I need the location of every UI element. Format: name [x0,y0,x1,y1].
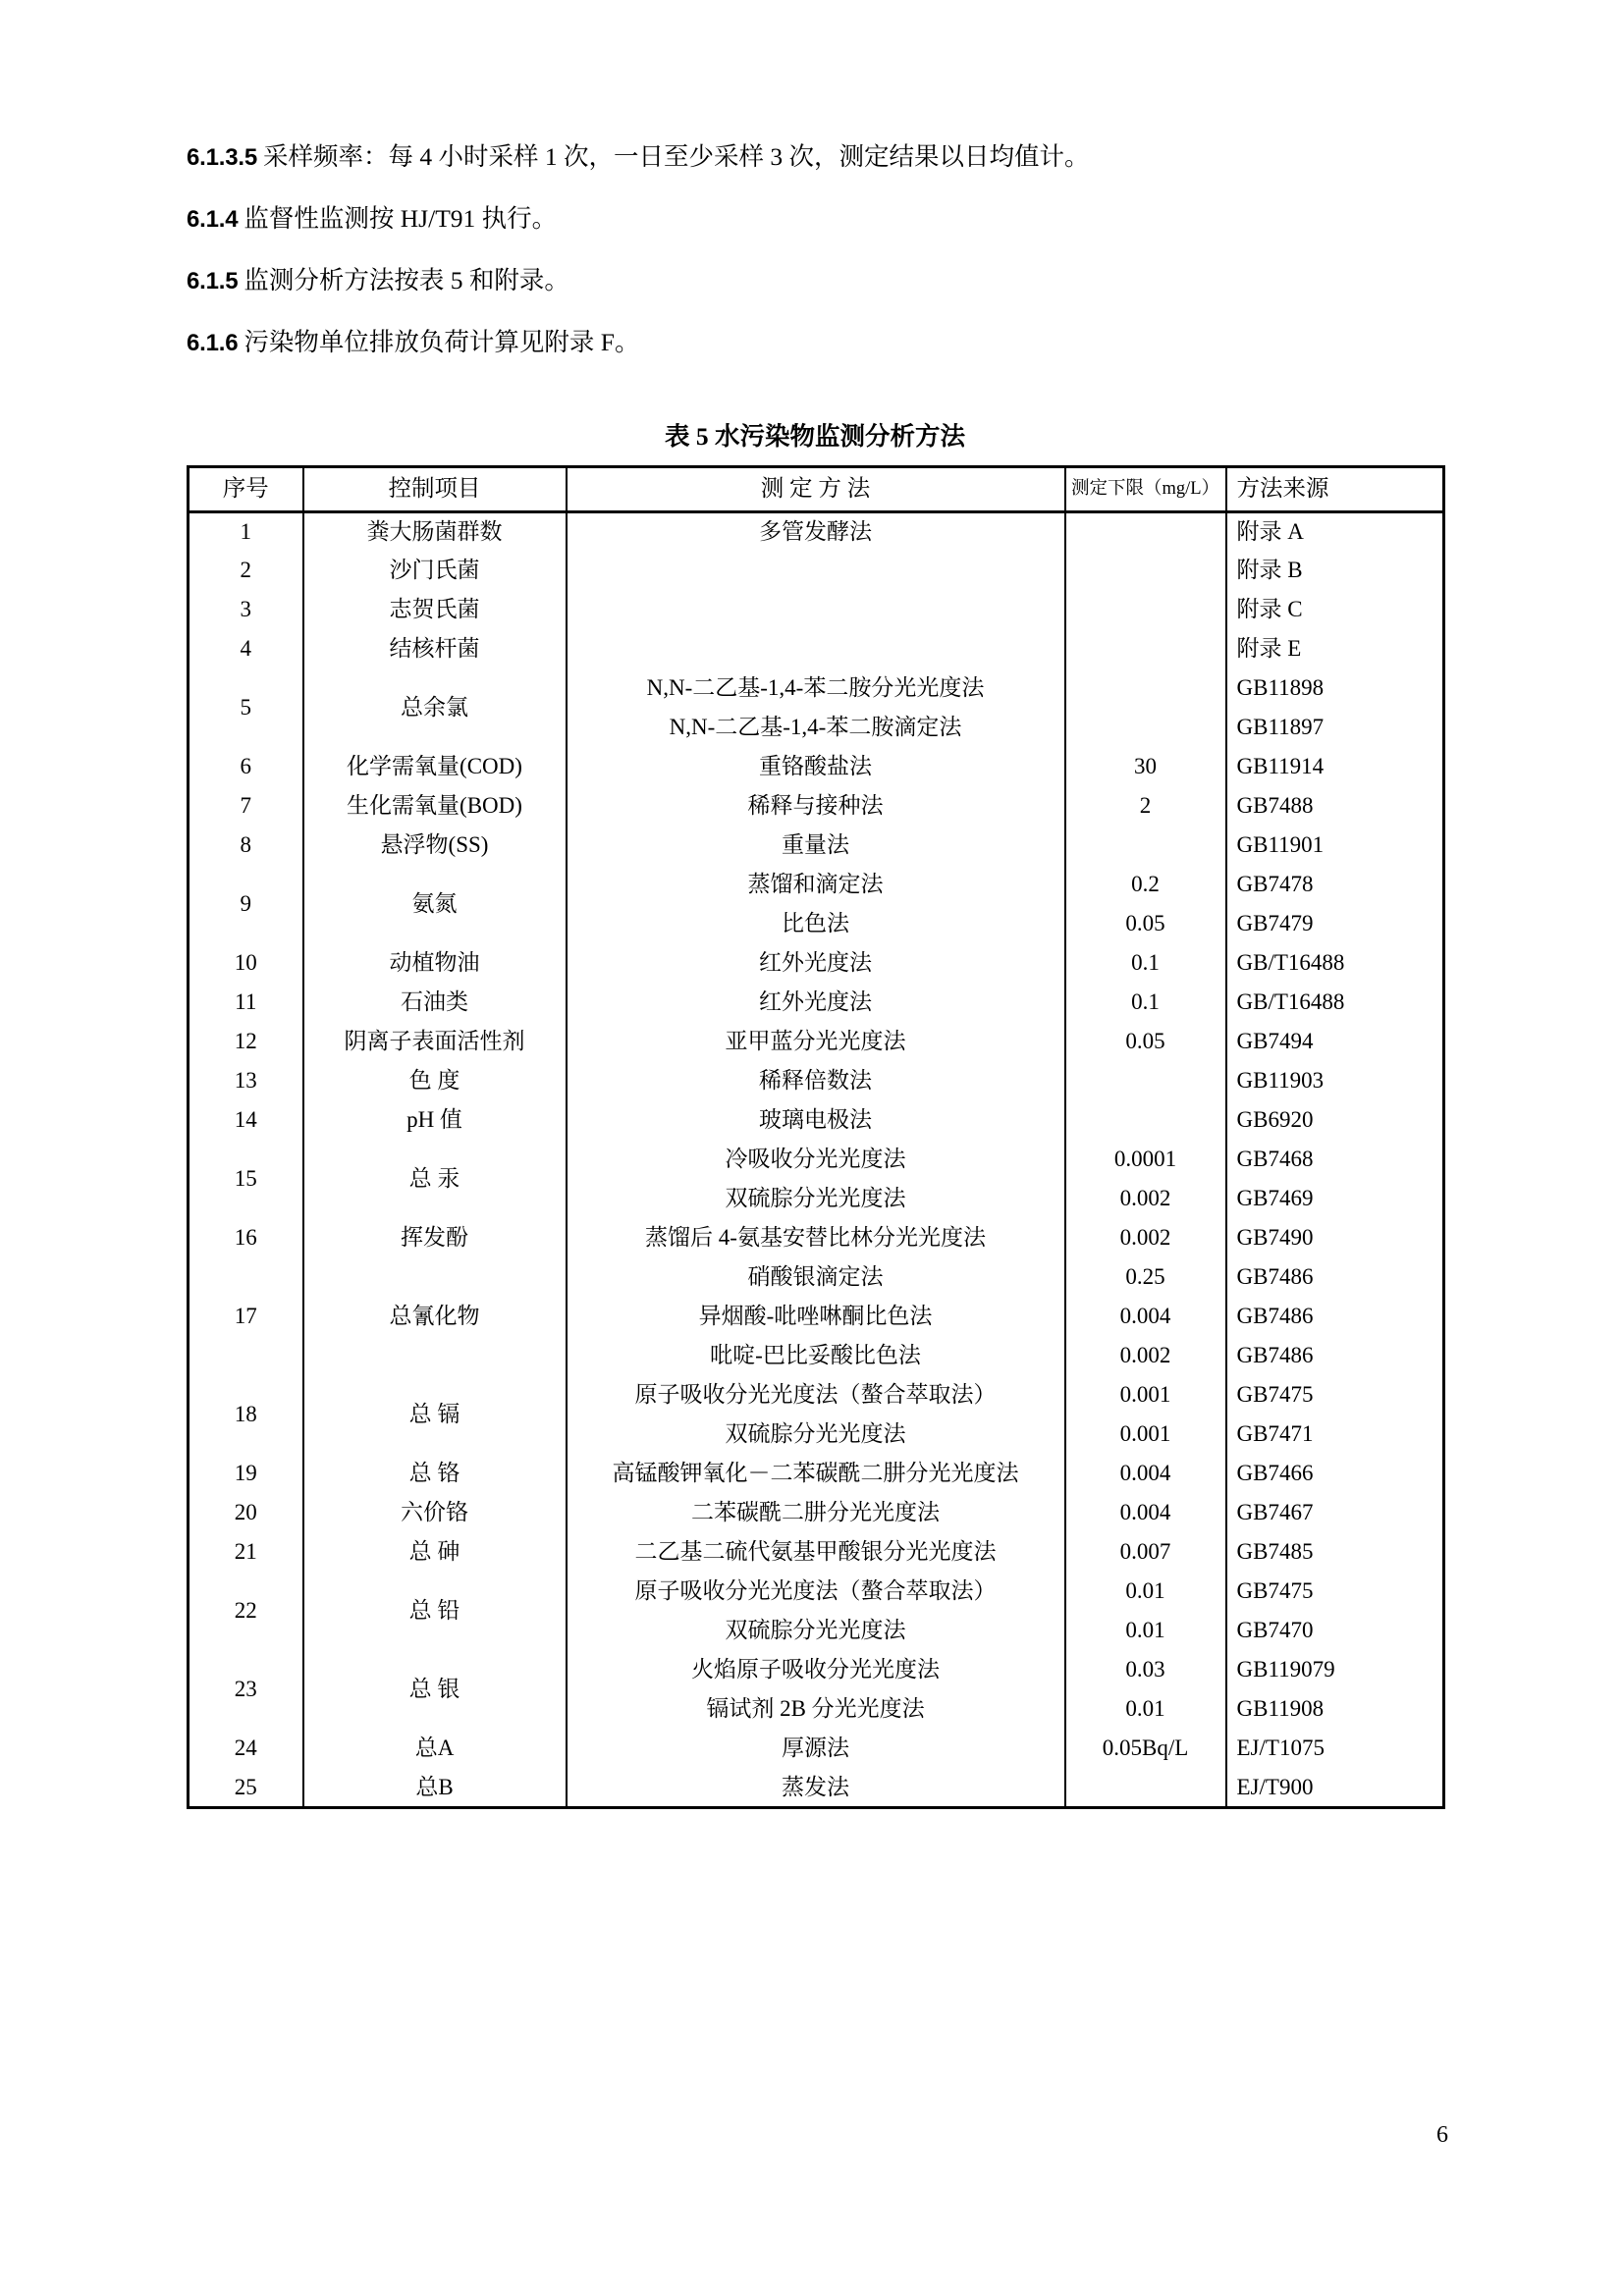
cell-index: 22 [189,1573,303,1651]
cell-method [567,591,1065,630]
cell-method-source: GB7485 [1226,1533,1444,1573]
table-row [189,827,1444,866]
cell-control-item: 总 银 [303,1651,567,1730]
cell-control-item: 总 砷 [303,1533,567,1573]
cell-control-item: 生化需氧量(BOD) [303,787,567,827]
cell-method-source: GB11897 [1226,709,1444,748]
cell-detection-limit: 2 [1065,787,1226,827]
clause-item [187,199,1443,235]
cell-control-item: 动植物油 [303,944,567,984]
cell-control-item: 志贺氏菌 [303,591,567,630]
cell-method: 异烟酸-吡唑啉酮比色法 [567,1298,1065,1337]
cell-method-source: GB7486 [1226,1298,1444,1337]
cell-index: 6 [189,748,303,787]
page-number: 6 [1436,2122,1448,2148]
cell-control-item: 色 度 [303,1062,567,1101]
cell-method: 稀释倍数法 [567,1062,1065,1101]
table-row [189,748,1444,787]
cell-detection-limit: 0.05 [1065,1023,1226,1062]
cell-method-source: GB/T16488 [1226,944,1444,984]
cell-method [567,552,1065,591]
cell-method: 镉试剂 2B 分光光度法 [567,1690,1065,1730]
cell-control-item: 粪大肠菌群数 [303,512,567,552]
table-row [189,1376,1444,1415]
cell-control-item: 总氰化物 [303,1258,567,1376]
cell-detection-limit [1065,827,1226,866]
cell-detection-limit: 0.1 [1065,944,1226,984]
cell-method-source: GB7470 [1226,1612,1444,1651]
cell-detection-limit [1065,1769,1226,1808]
column-header-source: 方法来源 [1226,467,1444,512]
cell-detection-limit: 0.03 [1065,1651,1226,1690]
clause-item [187,137,1443,173]
cell-detection-limit: 0.004 [1065,1298,1226,1337]
cell-detection-limit [1065,669,1226,709]
cell-detection-limit: 0.05 [1065,905,1226,944]
clause-list [187,137,1443,385]
cell-method: 稀释与接种法 [567,787,1065,827]
cell-method-source: GB7486 [1226,1337,1444,1376]
cell-method-source: GB119079 [1226,1651,1444,1690]
cell-detection-limit [1065,709,1226,748]
cell-method-source: 附录 A [1226,512,1444,552]
cell-detection-limit: 0.01 [1065,1612,1226,1651]
cell-detection-limit [1065,1062,1226,1101]
cell-index: 2 [189,552,303,591]
table-row [189,512,1444,552]
clause-number: 6.1.6 [187,330,239,356]
cell-detection-limit: 0.01 [1065,1690,1226,1730]
cell-method-source: GB7468 [1226,1141,1444,1180]
cell-index: 23 [189,1651,303,1730]
table-row [189,1219,1444,1258]
cell-method-source: 附录 E [1226,630,1444,669]
cell-index: 19 [189,1455,303,1494]
cell-detection-limit: 0.002 [1065,1219,1226,1258]
clause-number: 6.1.5 [187,268,239,294]
cell-control-item: 总 汞 [303,1141,567,1219]
cell-method: N,N-二乙基-1,4-苯二胺分光光度法 [567,669,1065,709]
cell-method-source: 附录 B [1226,552,1444,591]
cell-index: 20 [189,1494,303,1533]
cell-method: 冷吸收分光光度法 [567,1141,1065,1180]
column-header-index: 序号 [189,467,303,512]
cell-index: 4 [189,630,303,669]
cell-method: 硝酸银滴定法 [567,1258,1065,1298]
cell-control-item: 悬浮物(SS) [303,827,567,866]
cell-method-source: GB7488 [1226,787,1444,827]
table-row [189,1062,1444,1101]
cell-index: 1 [189,512,303,552]
cell-index: 11 [189,984,303,1023]
table-row [189,984,1444,1023]
cell-method-source: GB11914 [1226,748,1444,787]
cell-index: 13 [189,1062,303,1101]
cell-control-item: 化学需氧量(COD) [303,748,567,787]
table-row [189,591,1444,630]
table-row [189,1573,1444,1612]
cell-control-item: 沙门氏菌 [303,552,567,591]
table-row [189,1533,1444,1573]
table-row [189,866,1444,905]
cell-index: 7 [189,787,303,827]
table-row [189,630,1444,669]
cell-detection-limit [1065,552,1226,591]
table-row [189,669,1444,709]
cell-detection-limit: 0.004 [1065,1455,1226,1494]
clause-text: 采样频率：每 4 小时采样 1 次，一日至少采样 3 次，测定结果以日均值计。 [263,142,1090,171]
table-caption: 表 5 水污染物监测分析方法 [664,422,965,451]
cell-index: 12 [189,1023,303,1062]
cell-method [567,630,1065,669]
cell-method: 火焰原子吸收分光光度法 [567,1651,1065,1690]
cell-index: 17 [189,1258,303,1376]
cell-method-source: 附录 C [1226,591,1444,630]
cell-method: 重量法 [567,827,1065,866]
cell-detection-limit: 0.1 [1065,984,1226,1023]
cell-method-source: GB7486 [1226,1258,1444,1298]
clause-number: 6.1.4 [187,206,239,233]
cell-method-source: EJ/T1075 [1226,1730,1444,1769]
cell-method-source: GB7475 [1226,1573,1444,1612]
cell-method-source: GB7469 [1226,1180,1444,1219]
cell-method: 红外光度法 [567,984,1065,1023]
cell-method-source: GB7490 [1226,1219,1444,1258]
cell-index: 24 [189,1730,303,1769]
cell-method: N,N-二乙基-1,4-苯二胺滴定法 [567,709,1065,748]
cell-detection-limit: 0.002 [1065,1180,1226,1219]
table-row [189,1769,1444,1808]
cell-index: 21 [189,1533,303,1573]
cell-index: 3 [189,591,303,630]
table-row [189,1101,1444,1141]
clause-text: 监督性监测按 HJ/T91 执行。 [243,204,558,233]
cell-control-item: 总A [303,1730,567,1769]
table-row [189,1141,1444,1180]
cell-method-source: GB7466 [1226,1455,1444,1494]
cell-index: 14 [189,1101,303,1141]
cell-method: 双硫腙分光光度法 [567,1415,1065,1455]
cell-control-item: 挥发酚 [303,1219,567,1258]
table-row [189,552,1444,591]
cell-method-source: GB6920 [1226,1101,1444,1141]
cell-method: 高锰酸钾氧化－二苯碳酰二肼分光光度法 [567,1455,1065,1494]
cell-method-source: GB7467 [1226,1494,1444,1533]
cell-method: 重铬酸盐法 [567,748,1065,787]
cell-detection-limit: 0.007 [1065,1533,1226,1573]
table-row [189,944,1444,984]
cell-detection-limit: 0.01 [1065,1573,1226,1612]
cell-detection-limit [1065,591,1226,630]
cell-method-source: GB7475 [1226,1376,1444,1415]
cell-method-source: EJ/T900 [1226,1769,1444,1808]
cell-index: 25 [189,1769,303,1808]
cell-index: 18 [189,1376,303,1455]
cell-detection-limit: 0.001 [1065,1415,1226,1455]
table-row [189,1651,1444,1690]
cell-control-item: 总 铬 [303,1455,567,1494]
cell-control-item: 结核杆菌 [303,630,567,669]
cell-control-item: pH 值 [303,1101,567,1141]
clause-item [187,261,1443,296]
cell-index: 5 [189,669,303,748]
cell-detection-limit: 30 [1065,748,1226,787]
cell-method-source: GB11898 [1226,669,1444,709]
water-pollutant-method-table [187,465,1445,1809]
clause-text: 污染物单位排放负荷计算见附录 F。 [243,328,640,356]
cell-detection-limit: 0.004 [1065,1494,1226,1533]
cell-detection-limit: 0.25 [1065,1258,1226,1298]
cell-method-source: GB11903 [1226,1062,1444,1101]
cell-control-item: 石油类 [303,984,567,1023]
cell-method: 亚甲蓝分光光度法 [567,1023,1065,1062]
clause-item [187,323,1443,358]
table-row [189,1494,1444,1533]
cell-control-item: 氨氮 [303,866,567,944]
cell-detection-limit [1065,630,1226,669]
cell-control-item: 六价铬 [303,1494,567,1533]
cell-method: 蒸发法 [567,1769,1065,1808]
cell-method: 原子吸收分光光度法（螯合萃取法） [567,1376,1065,1415]
cell-method-source: GB7478 [1226,866,1444,905]
cell-index: 8 [189,827,303,866]
cell-detection-limit: 0.2 [1065,866,1226,905]
clause-text: 监测分析方法按表 5 和附录。 [243,266,569,294]
cell-detection-limit: 0.0001 [1065,1141,1226,1180]
table-body [189,512,1444,1808]
cell-index: 9 [189,866,303,944]
cell-control-item: 总B [303,1769,567,1808]
cell-detection-limit: 0.002 [1065,1337,1226,1376]
cell-detection-limit: 0.05Bq/L [1065,1730,1226,1769]
clause-number: 6.1.3.5 [187,144,257,171]
cell-method-source: GB7494 [1226,1023,1444,1062]
cell-method-source: GB7471 [1226,1415,1444,1455]
cell-control-item: 阴离子表面活性剂 [303,1023,567,1062]
cell-method: 原子吸收分光光度法（螯合萃取法） [567,1573,1065,1612]
cell-method: 吡啶-巴比妥酸比色法 [567,1337,1065,1376]
cell-method: 玻璃电极法 [567,1101,1065,1141]
cell-method: 双硫腙分光光度法 [567,1612,1065,1651]
column-header-item: 控制项目 [303,467,567,512]
table-row [189,787,1444,827]
cell-index: 16 [189,1219,303,1258]
cell-method: 多管发酵法 [567,512,1065,552]
cell-detection-limit [1065,1101,1226,1141]
cell-method-source: GB7479 [1226,905,1444,944]
cell-control-item: 总余氯 [303,669,567,748]
cell-method: 二苯碳酰二肼分光光度法 [567,1494,1065,1533]
table-row [189,1730,1444,1769]
table-header-row [189,467,1444,512]
table-row [189,1023,1444,1062]
column-header-method: 测 定 方 法 [567,467,1065,512]
cell-method: 比色法 [567,905,1065,944]
cell-method-source: GB11908 [1226,1690,1444,1730]
column-header-limit: 测定下限（mg/L） [1065,467,1226,512]
cell-detection-limit [1065,512,1226,552]
cell-method-source: GB/T16488 [1226,984,1444,1023]
cell-method: 蒸馏和滴定法 [567,866,1065,905]
cell-method: 红外光度法 [567,944,1065,984]
cell-index: 10 [189,944,303,984]
cell-index: 15 [189,1141,303,1219]
cell-method: 二乙基二硫代氨基甲酸银分光光度法 [567,1533,1065,1573]
cell-control-item: 总 铅 [303,1573,567,1651]
cell-detection-limit: 0.001 [1065,1376,1226,1415]
cell-control-item: 总 镉 [303,1376,567,1455]
cell-method-source: GB11901 [1226,827,1444,866]
cell-method: 蒸馏后 4-氨基安替比林分光光度法 [567,1219,1065,1258]
cell-method: 双硫腙分光光度法 [567,1180,1065,1219]
table-row [189,1455,1444,1494]
table-row [189,1258,1444,1298]
cell-method: 厚源法 [567,1730,1065,1769]
